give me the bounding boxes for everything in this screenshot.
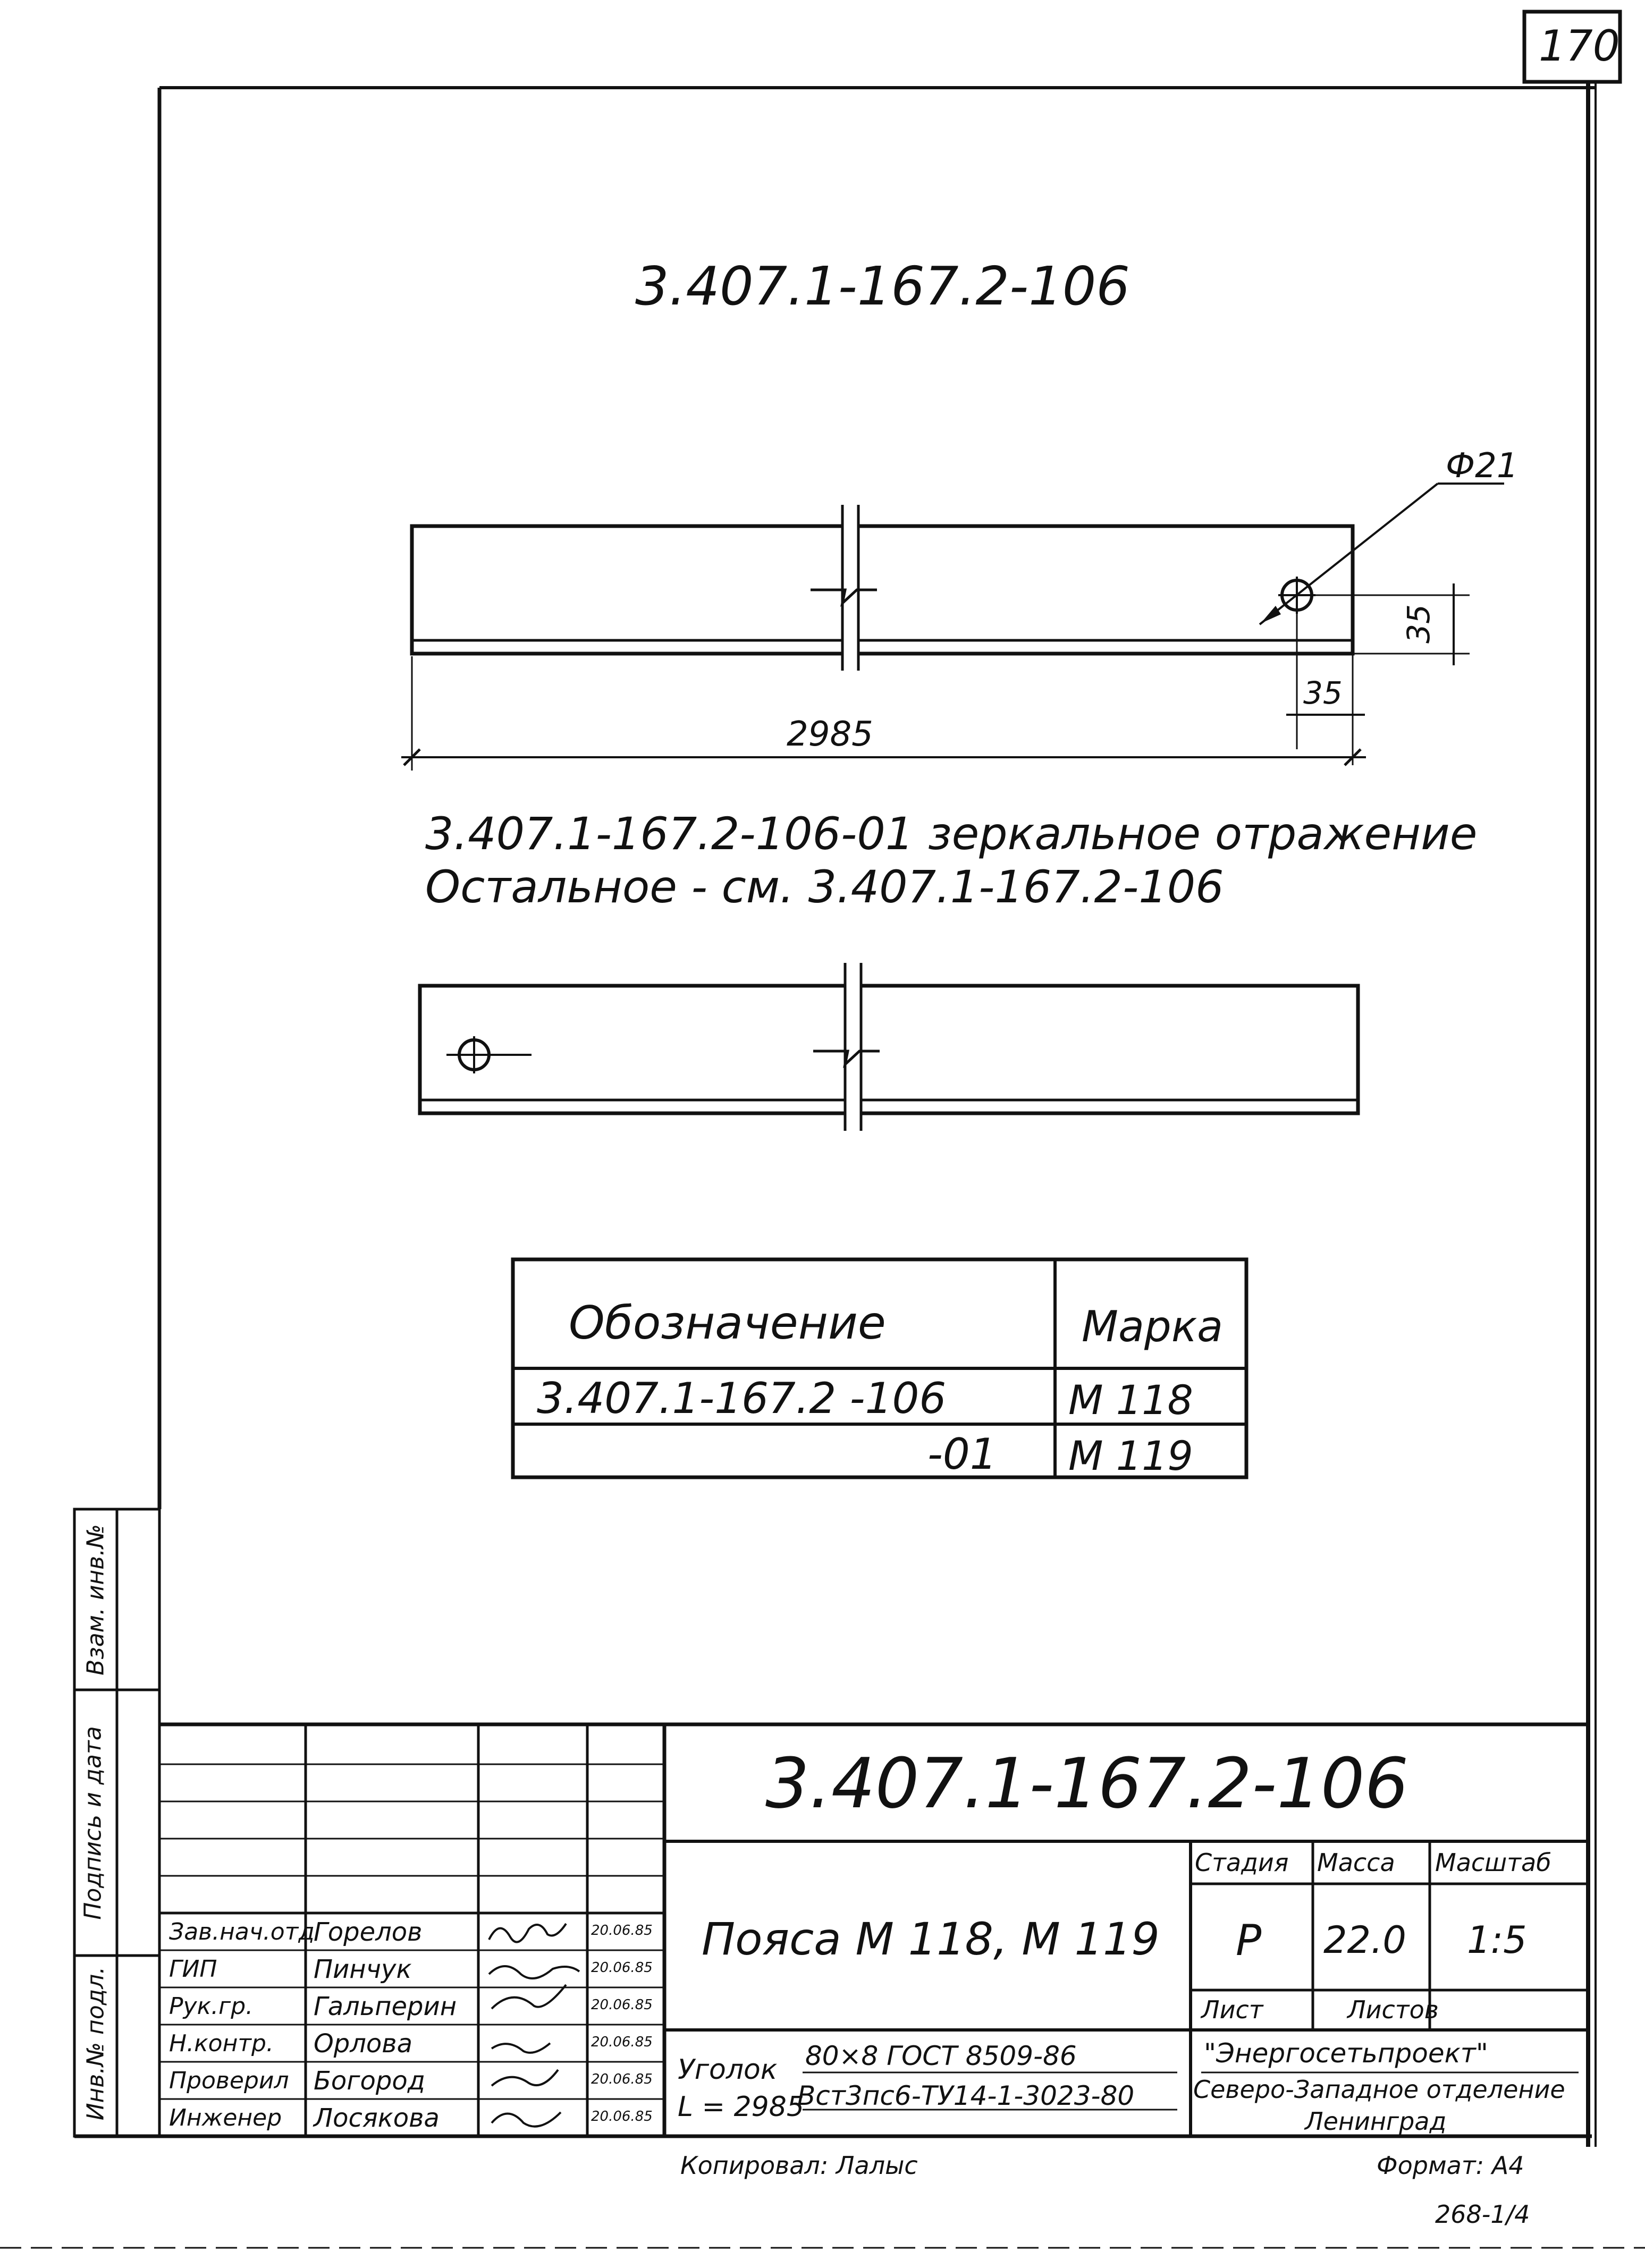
staff-name-1: Горелов xyxy=(314,1917,423,1947)
hole-offset-vertical-label: 35 xyxy=(1400,604,1437,644)
staff-role-4: Н.контр. xyxy=(169,2030,274,2057)
title-block-code: 3.407.1-167.2-106 xyxy=(765,1743,1409,1824)
overall-length-label: 2985 xyxy=(787,715,873,754)
scale-label: Масштаб xyxy=(1435,1848,1551,1877)
copied-by: Копировал: Лалыс xyxy=(680,2151,918,2180)
organization-city: Ленинград xyxy=(1305,2107,1447,2136)
staff-name-6: Лосякова xyxy=(314,2103,440,2133)
stamp-note: 268-1/4 xyxy=(1435,2200,1530,2229)
material-length: L = 2985 xyxy=(678,2091,804,2123)
table-row-1-designation: 3.407.1-167.2 -106 xyxy=(537,1374,947,1423)
side-stamp-replacement: Взам. инв.№ xyxy=(82,1524,109,1675)
scale-value: 1:5 xyxy=(1467,1918,1527,1962)
organization-name: "Энергосетьпроект" xyxy=(1204,2038,1488,2069)
staff-role-1: Зав.нач.отд xyxy=(169,1918,315,1945)
staff-name-2: Пинчук xyxy=(314,1954,412,1984)
table-row-1-mark: М 118 xyxy=(1068,1376,1193,1424)
side-stamp-invno: Инв.№ подл. xyxy=(82,1966,109,2121)
part-mirror-view xyxy=(420,963,1358,1131)
sheet-label: Лист xyxy=(1201,1995,1263,2024)
staff-name-3: Гальперин xyxy=(314,1992,457,2021)
staff-role-6: Инженер xyxy=(169,2104,282,2131)
staff-date-1: 20.06.85 xyxy=(591,1923,653,1939)
organization-branch: Северо-Западное отделение xyxy=(1193,2075,1565,2104)
staff-role-2: ГИП xyxy=(169,1956,217,1983)
staff-role-3: Рук.гр. xyxy=(169,1993,254,2020)
material-spec-1: 80×8 ГОСТ 8509-86 xyxy=(805,2041,1077,2071)
table-header-mark: Марка xyxy=(1082,1302,1224,1351)
part-main-view xyxy=(401,484,1504,771)
table-header-designation: Обозначение xyxy=(569,1297,886,1350)
staff-date-5: 20.06.85 xyxy=(591,2071,653,2087)
staff-date-4: 20.06.85 xyxy=(591,2034,653,2050)
material-label: Уголок xyxy=(678,2054,778,2086)
staff-role-5: Проверил xyxy=(169,2067,289,2094)
side-stamp-signature-date: Подпись и дата xyxy=(79,1726,107,1920)
hole-offset-horizontal-label: 35 xyxy=(1303,675,1343,711)
staff-name-5: Богород xyxy=(314,2066,425,2096)
hole-diameter-label: Ф21 xyxy=(1446,446,1519,486)
drawing-title: 3.407.1-167.2-106 xyxy=(635,255,1131,317)
mass-label: Масса xyxy=(1317,1848,1395,1877)
page-number: 170 xyxy=(1539,21,1620,71)
table-row-2-designation: -01 xyxy=(927,1429,997,1479)
mass-value: 22.0 xyxy=(1323,1918,1406,1962)
stage-value: Р xyxy=(1236,1916,1262,1965)
format-label: Формат: А4 xyxy=(1377,2151,1524,2180)
stage-label: Стадия xyxy=(1195,1848,1289,1877)
staff-name-4: Орлова xyxy=(314,2029,412,2059)
sheets-label: Листов xyxy=(1347,1995,1439,2024)
material-spec-2: Вст3пс6-ТУ14-1-3023-80 xyxy=(797,2080,1135,2111)
mirror-note-line1: 3.407.1-167.2-106-01 зеркальное отражение xyxy=(425,808,1478,860)
table-row-2-mark: М 119 xyxy=(1068,1432,1193,1479)
staff-date-3: 20.06.85 xyxy=(591,1997,653,2013)
staff-date-2: 20.06.85 xyxy=(591,1960,653,1976)
title-block-name: Пояса М 118, М 119 xyxy=(702,1913,1160,1965)
mirror-note-line2: Остальное - см. 3.407.1-167.2-106 xyxy=(425,861,1224,913)
staff-date-6: 20.06.85 xyxy=(591,2109,653,2125)
